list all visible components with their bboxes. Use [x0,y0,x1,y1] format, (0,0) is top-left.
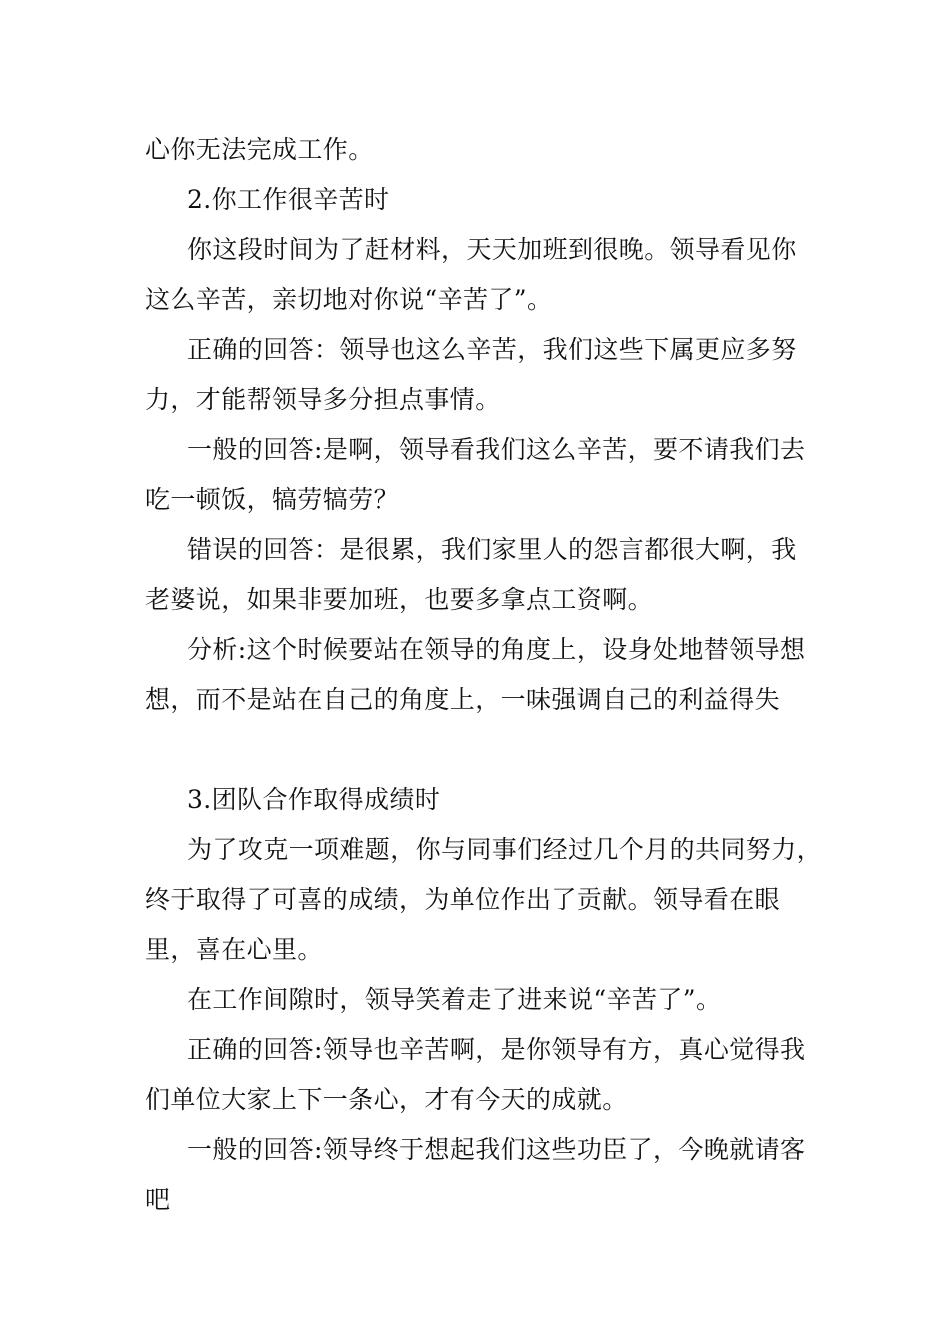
paragraph-line: 想，而不是站在自己的角度上，一味强调自己的利益得失 [145,685,781,714]
paragraph-line: 分析:这个时候要站在领导的角度上，设身处地替领导想 [187,635,806,664]
paragraph-line: 心你无法完成工作。 [145,135,374,164]
paragraph-line: 在工作间隙时，领导笑着走了进来说“辛苦了”。 [187,985,722,1014]
paragraph-line: 吧 [145,1185,171,1214]
paragraph-line: 正确的回答:领导也辛苦啊，是你领导有方，真心觉得我 [187,1035,806,1064]
paragraph-line: 你这段时间为了赶材料，天天加班到很晚。领导看见你 [187,235,797,264]
paragraph-line: 力，才能帮领导多分担点事情。 [145,385,501,414]
paragraph-line: 们单位大家上下一条心，才有今天的成就。 [145,1085,628,1114]
paragraph-line: 错误的回答：是很累，我们家里人的怨言都很大啊，我 [187,535,797,564]
paragraph-line: 这么辛苦，亲切地对你说“辛苦了”。 [145,285,553,314]
paragraph-line: 为了攻克一项难题，你与同事们经过几个月的共同努力， [187,835,823,864]
paragraph-line: 一般的回答:是啊，领导看我们这么辛苦，要不请我们去 [187,435,806,464]
section-heading: 2.你工作很辛苦时 [187,185,390,214]
paragraph-line: 里，喜在心里。 [145,935,323,964]
paragraph-line: 终于取得了可喜的成绩，为单位作出了贡献。领导看在眼 [145,885,781,914]
paragraph-line: 吃一顿饭，犒劳犒劳？ [145,485,400,514]
section-heading: 3.团队合作取得成绩时 [187,785,441,814]
paragraph-line: 老婆说，如果非要加班，也要多拿点工资啊。 [145,585,654,614]
paragraph-line: 一般的回答:领导终于想起我们这些功臣了，今晚就请客 [187,1135,806,1164]
paragraph-line: 正确的回答：领导也这么辛苦，我们这些下属更应多努 [187,335,797,364]
